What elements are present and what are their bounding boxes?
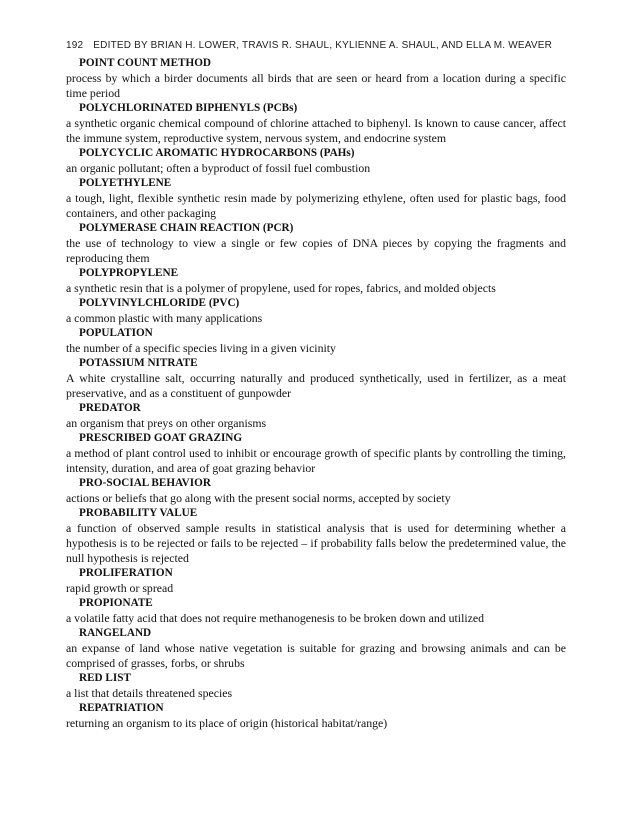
running-head: [66, 40, 586, 51]
glossary-entry: [66, 566, 566, 596]
glossary-term: POLYCYCLIC AROMATIC HYDROCARBONS (PAHs): [79, 147, 355, 159]
glossary-entry: [66, 176, 566, 221]
glossary-definition: returning an organism to its place of origin (historical habitat/range): [66, 716, 388, 730]
glossary-entry: [66, 221, 566, 266]
glossary-entry: [66, 401, 566, 431]
glossary-term: REPATRIATION: [79, 702, 164, 714]
glossary-entry: [66, 671, 566, 701]
glossary-entry: [66, 326, 566, 356]
glossary-term: POLYVINYLCHLORIDE (PVC): [79, 297, 240, 309]
glossary-definition: A white crystalline salt, occurring naturally and produced synthetically, used in fertilizer, as a meat preservative, and as a constituent of gunpowder: [66, 371, 566, 400]
glossary-entry: [66, 701, 566, 731]
glossary-definition: a synthetic organic chemical compound of chlorine attached to biphenyl. Is known to cause cancer, affect the immune system, reproductive system, nervous system, and endocrine system: [66, 116, 566, 145]
glossary-term: RED LIST: [79, 672, 131, 684]
glossary-definition: process by which a birder documents all birds that are seen or heard from a location during a specific time period: [66, 71, 566, 100]
glossary-definition: actions or beliefs that go along with the present social norms, accepted by society: [66, 491, 451, 505]
glossary-entry: [66, 476, 566, 506]
glossary-entry: [66, 266, 566, 296]
glossary-term: PRESCRIBED GOAT GRAZING: [79, 432, 243, 444]
glossary-term: PROBABILITY VALUE: [79, 507, 198, 519]
glossary-definition: a common plastic with many applications: [66, 311, 263, 325]
glossary-term: RANGELAND: [79, 627, 152, 639]
glossary-entry: [66, 356, 566, 401]
glossary-entry: [66, 626, 566, 671]
glossary-list: [66, 56, 566, 731]
glossary-term: POLYETHYLENE: [79, 177, 172, 189]
glossary-term: PRO-SOCIAL BEHAVIOR: [79, 477, 211, 489]
glossary-entry: [66, 506, 566, 566]
glossary-entry: [66, 596, 566, 626]
glossary-definition: an organic pollutant; often a byproduct of fossil fuel combustion: [66, 161, 371, 175]
glossary-entry: [66, 146, 566, 176]
glossary-definition: a method of plant control used to inhibit or encourage growth of specific plants by controlling the timing, intensity, duration, and area of goat grazing behavior: [66, 446, 566, 475]
glossary-term: PREDATOR: [79, 402, 141, 414]
glossary-definition: the use of technology to view a single or few copies of DNA pieces by copying the fragments and reproducing them: [66, 236, 566, 265]
glossary-entry: [66, 101, 566, 146]
glossary-entry: [66, 296, 566, 326]
running-head-text: EDITED BY BRIAN H. LOWER, TRAVIS R. SHAUL, KYLIENNE A. SHAUL, AND ELLA M. WEAVER: [93, 40, 553, 51]
glossary-definition: rapid growth or spread: [66, 581, 174, 595]
glossary-definition: an expanse of land whose native vegetation is suitable for grazing and browsing animals and can be comprised of grasses, forbs, or shrubs: [66, 641, 566, 670]
glossary-definition: a list that details threatened species: [66, 686, 233, 700]
glossary-term: POLYPROPYLENE: [79, 267, 179, 279]
glossary-term: POTASSIUM NITRATE: [79, 357, 198, 369]
glossary-term: POLYCHLORINATED BIPHENYLS (PCBs): [79, 102, 298, 114]
glossary-term: POINT COUNT METHOD: [79, 57, 211, 69]
glossary-definition: an organism that preys on other organisms: [66, 416, 267, 430]
glossary-definition: a volatile fatty acid that does not require methanogenesis to be broken down and utilized: [66, 611, 485, 625]
glossary-term: POLYMERASE CHAIN REACTION (PCR): [79, 222, 294, 234]
glossary-definition: a function of observed sample results in statistical analysis that is used for determining whether a hypothesis is to be rejected or fails to be rejected – if probability falls below the predetermined value, the null hypothesis is rejected: [66, 521, 566, 565]
glossary-term: PROLIFERATION: [79, 567, 173, 579]
page-number: 192: [66, 40, 84, 51]
glossary-definition: a synthetic resin that is a polymer of propylene, used for ropes, fabrics, and molded objects: [66, 281, 496, 295]
glossary-entry: [66, 431, 566, 476]
glossary-entry: [66, 56, 566, 101]
glossary-term: PROPIONATE: [79, 597, 153, 609]
glossary-term: POPULATION: [79, 327, 153, 339]
glossary-definition: the number of a specific species living in a given vicinity: [66, 341, 336, 355]
glossary-definition: a tough, light, flexible synthetic resin made by polymerizing ethylene, often used for plastic bags, food containers, and other packaging: [66, 191, 566, 220]
